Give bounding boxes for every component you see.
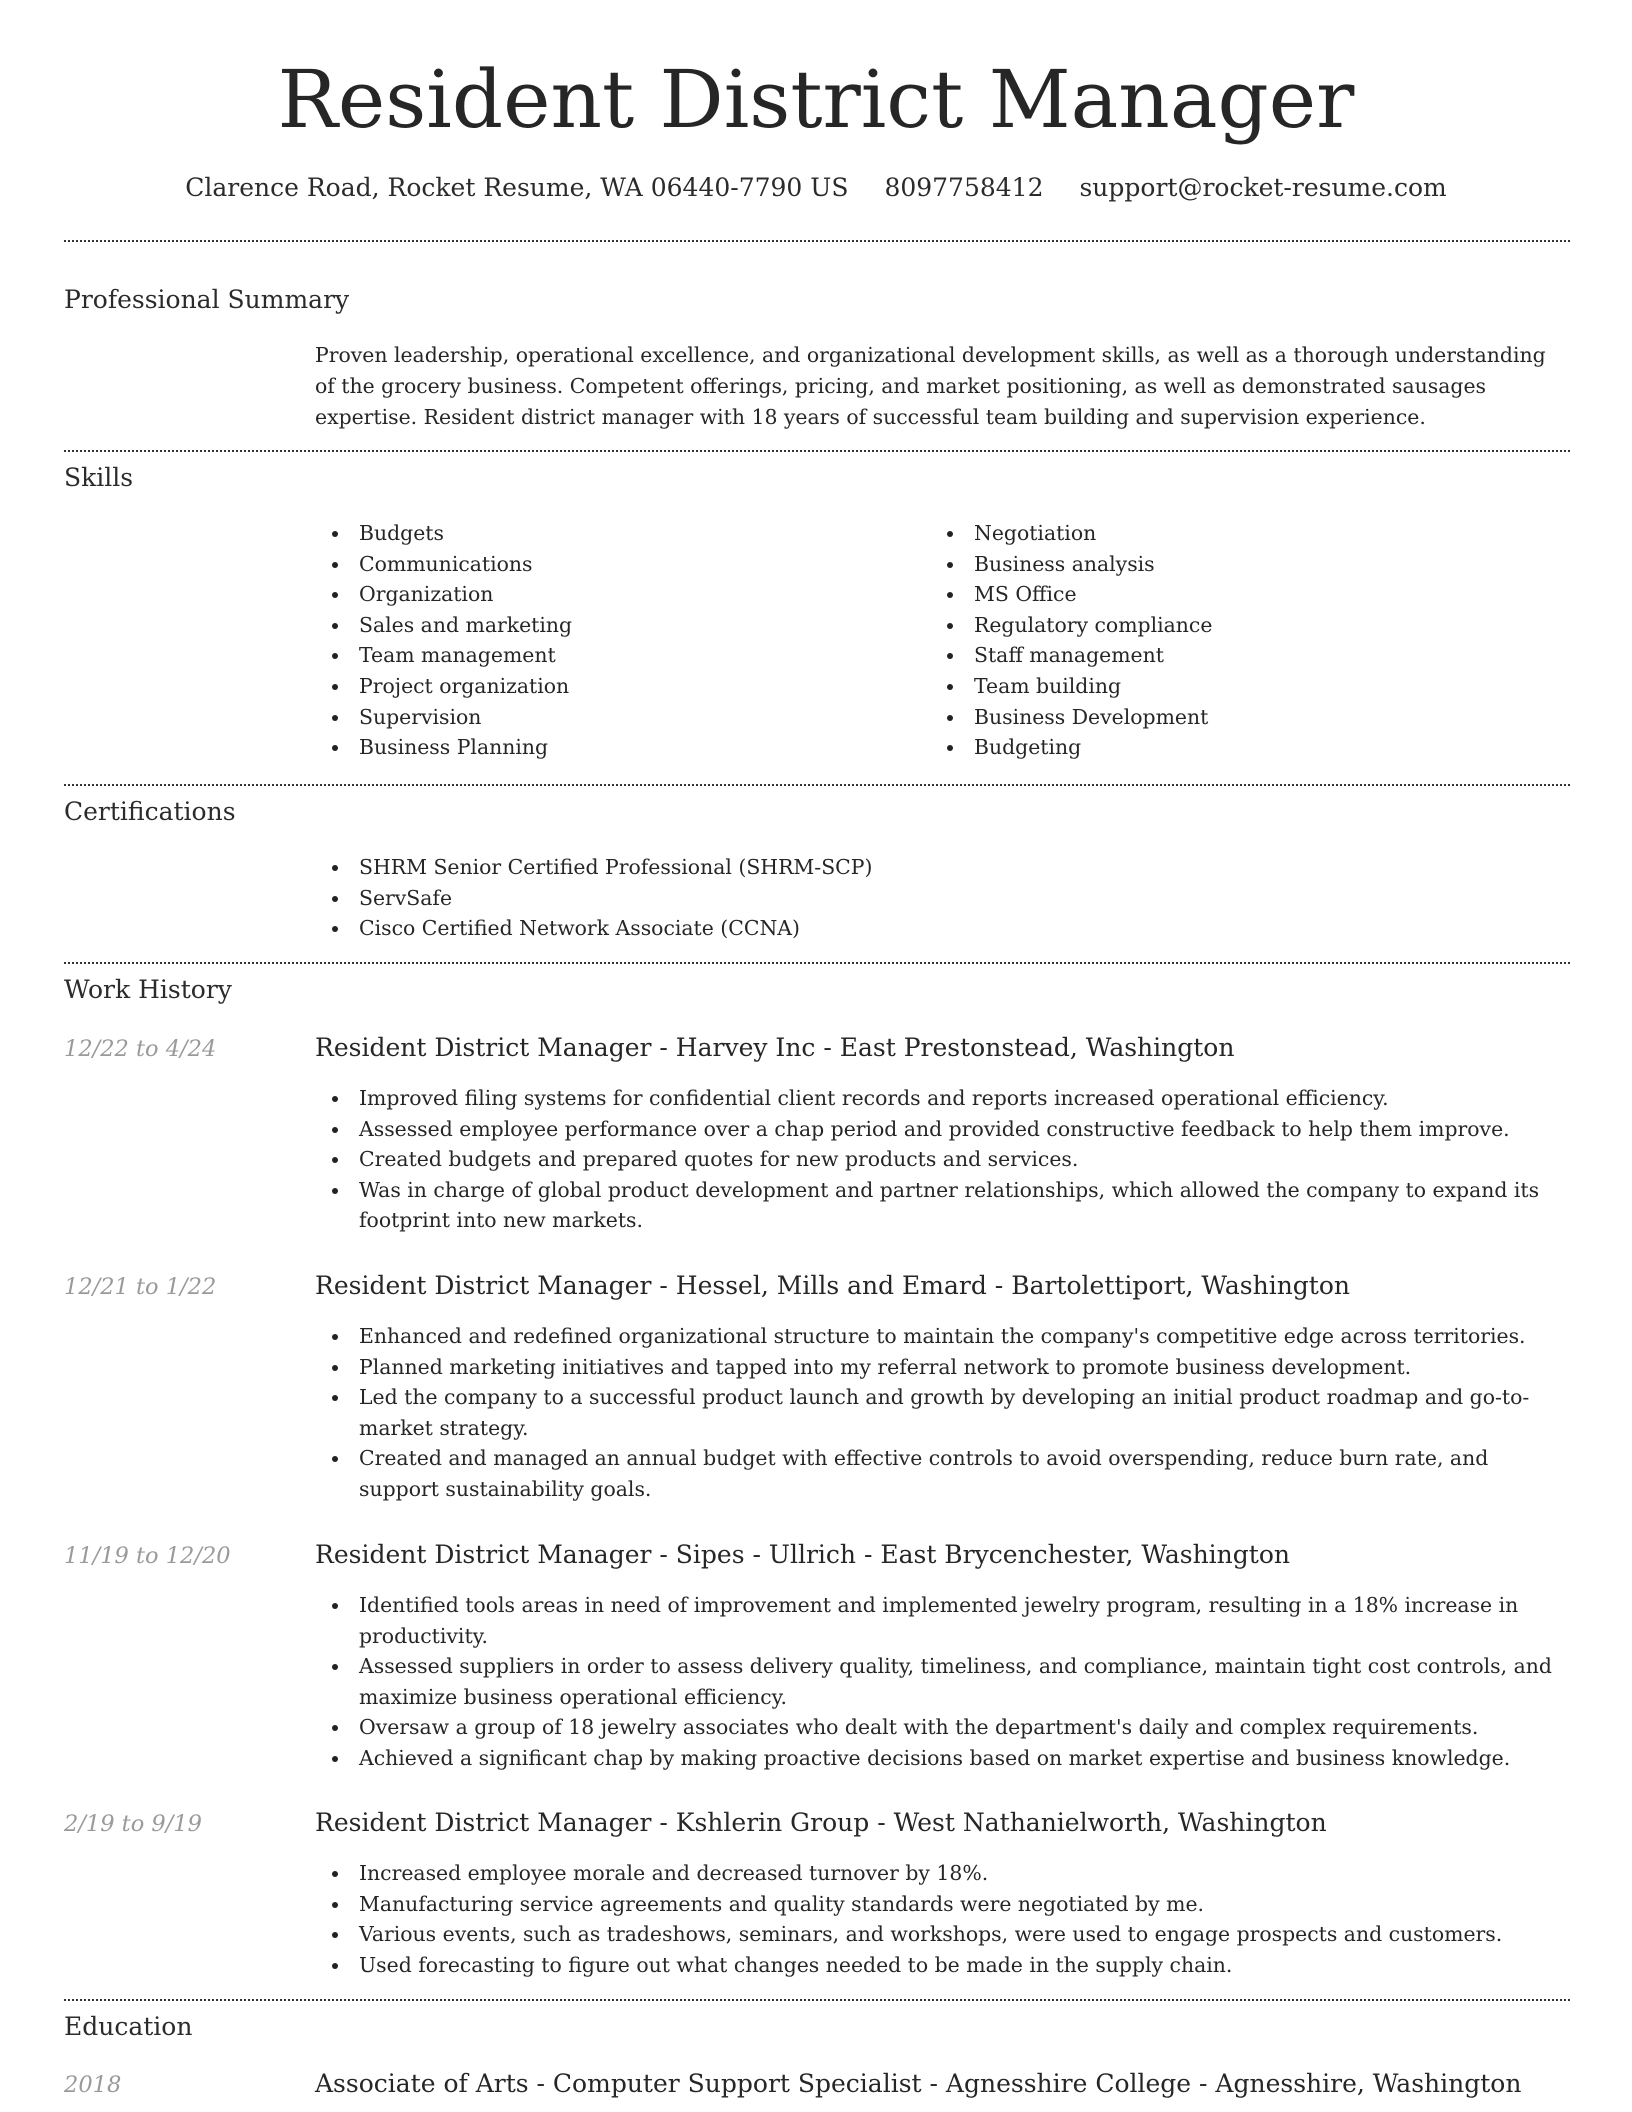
job-dates: 11/19 to 12/20 (64, 1543, 231, 1569)
section-divider (64, 450, 1570, 452)
job-bullet: Planned marketing initiatives and tapped into my referral network to promote business development. (315, 1352, 1565, 1383)
skill-item: Budgets (315, 518, 915, 549)
job-dates: 12/22 to 4/24 (64, 1036, 217, 1062)
job-bullet: Assessed employee performance over a chap period and provided constructive feedback to help them improve. (315, 1114, 1565, 1145)
skill-item: Organization (315, 579, 915, 610)
skill-item: Staff management (930, 640, 1530, 671)
skill-item: Team management (315, 640, 915, 671)
skills-heading: Skills (64, 463, 134, 492)
job-dates: 2/19 to 9/19 (64, 1811, 202, 1837)
job-bullet: Enhanced and redefined organizational structure to maintain the company's competitive edge across territories. (315, 1321, 1565, 1352)
skill-item: Sales and marketing (315, 610, 915, 641)
skills-right-column (930, 518, 1530, 763)
job-bullet: Improved filing systems for confidential client records and reports increased operational efficiency. (315, 1083, 1565, 1114)
job-bullet: Was in charge of global product development and partner relationships, which allowed the company to expand its footprint into new markets. (315, 1175, 1565, 1236)
resume-name: Resident District Manager (277, 53, 1355, 146)
certification-item: SHRM Senior Certified Professional (SHRM-SCP) (315, 852, 1565, 883)
skill-item: Regulatory compliance (930, 610, 1530, 641)
contact-line (0, 170, 1632, 206)
job-bullet: Manufacturing service agreements and quality standards were negotiated by me. (315, 1889, 1565, 1920)
skill-item: Business Planning (315, 732, 915, 763)
section-divider (64, 240, 1570, 242)
certifications-list (315, 852, 1565, 944)
job-bullet: Created and managed an annual budget with effective controls to avoid overspending, reduce burn rate, and support sustainability goals. (315, 1443, 1565, 1504)
job-bullet: Oversaw a group of 18 jewelry associates who dealt with the department's daily and complex requirements. (315, 1712, 1565, 1743)
work-history-heading: Work History (64, 975, 232, 1004)
skill-item: Business analysis (930, 549, 1530, 580)
job-bullet: Created budgets and prepared quotes for new products and services. (315, 1144, 1565, 1175)
job-heading: Resident District Manager - Sipes - Ullrich - East Brycenchester, Washington (315, 1540, 1290, 1569)
job-heading: Resident District Manager - Kshlerin Group - West Nathanielworth, Washington (315, 1808, 1327, 1837)
section-divider (64, 962, 1570, 964)
certification-item: Cisco Certified Network Associate (CCNA) (315, 913, 1565, 944)
job-heading: Resident District Manager - Hessel, Mills and Emard - Bartolettiport, Washington (315, 1271, 1351, 1300)
job-heading: Resident District Manager - Harvey Inc - East Prestonstead, Washington (315, 1033, 1235, 1062)
certification-item: ServSafe (315, 883, 1565, 914)
summary-heading: Professional Summary (64, 285, 350, 314)
job-bullets (315, 1321, 1565, 1505)
job-bullet: Achieved a significant chap by making proactive decisions based on market expertise and business knowledge. (315, 1743, 1565, 1774)
skill-item: Business Development (930, 702, 1530, 733)
contact-email: support@rocket-resume.com (1079, 173, 1447, 202)
job-bullet: Identified tools areas in need of improvement and implemented jewelry program, resulting in a 18% increase in productivity. (315, 1590, 1565, 1651)
skill-item: Budgeting (930, 732, 1530, 763)
skill-item: Project organization (315, 671, 915, 702)
job-bullet: Various events, such as tradeshows, seminars, and workshops, were used to engage prospects and customers. (315, 1919, 1565, 1950)
summary-text: Proven leadership, operational excellence, and organizational development skills, as well as a thorough understanding of the grocery business. Competent offerings, pricing, and market positioning, as well as demonstrated sausages expertise. Resident district manager with 18 years of successful team building and supervision experience. (315, 343, 1546, 429)
skill-item: MS Office (930, 579, 1530, 610)
job-bullet: Led the company to a successful product launch and growth by developing an initial product roadmap and go-to-market strategy. (315, 1382, 1565, 1443)
skill-item: Team building (930, 671, 1530, 702)
section-divider (64, 1999, 1570, 2001)
education-heading: Education (64, 2012, 193, 2041)
skill-item: Communications (315, 549, 915, 580)
job-bullet: Assessed suppliers in order to assess delivery quality, timeliness, and compliance, maintain tight cost controls, and maximize business operational efficiency. (315, 1651, 1565, 1712)
section-divider (64, 784, 1570, 786)
job-bullets (315, 1590, 1565, 1774)
education-year: 2018 (64, 2072, 122, 2098)
contact-address: Clarence Road, Rocket Resume, WA 06440-7790 US (185, 173, 849, 202)
job-bullet: Increased employee morale and decreased turnover by 18%. (315, 1858, 1565, 1889)
contact-phone: 8097758412 (884, 173, 1044, 202)
job-bullets (315, 1858, 1565, 1980)
skill-item: Negotiation (930, 518, 1530, 549)
education-heading-line: Associate of Arts - Computer Support Specialist - Agnesshire College - Agnesshire, Washington (315, 2069, 1522, 2098)
skills-left-column (315, 518, 915, 763)
job-bullets (315, 1083, 1565, 1236)
certifications-heading: Certifications (64, 797, 236, 826)
job-bullet: Used forecasting to figure out what changes needed to be made in the supply chain. (315, 1950, 1565, 1981)
job-dates: 12/21 to 1/22 (64, 1274, 217, 1300)
skill-item: Supervision (315, 702, 915, 733)
